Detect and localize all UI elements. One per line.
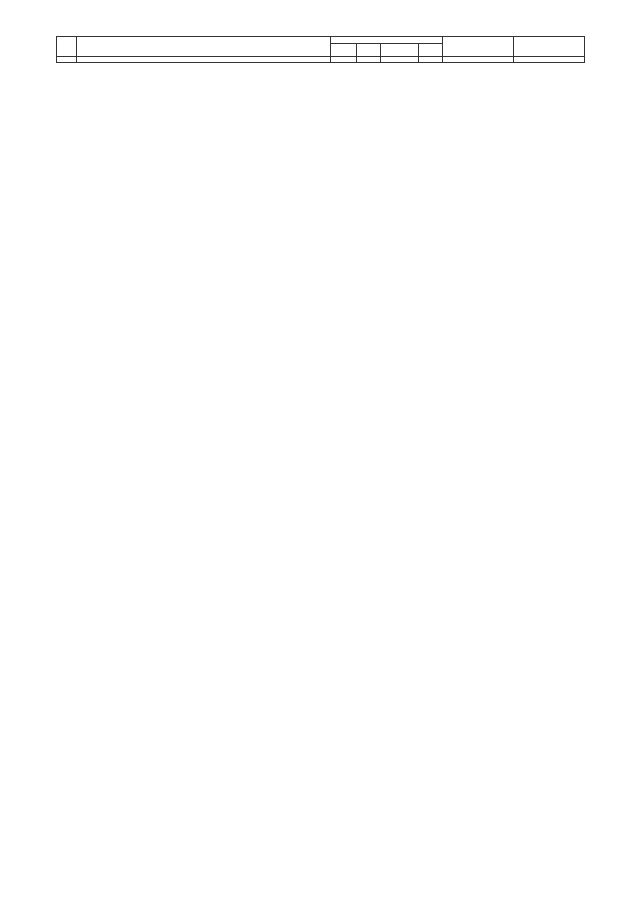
index-cell <box>331 57 357 63</box>
header-year-1 <box>443 37 514 57</box>
index-cell <box>419 57 443 63</box>
header-grbs <box>331 44 357 57</box>
index-cell <box>77 57 331 63</box>
index-cell <box>514 57 585 63</box>
index-cell <box>381 57 419 63</box>
header-codes-group <box>331 37 443 44</box>
index-cell <box>357 57 381 63</box>
header-expense-type <box>419 44 443 57</box>
header-year-2 <box>514 37 585 57</box>
budget-allocation-table <box>56 36 585 63</box>
table-header <box>57 37 585 63</box>
column-index-row <box>57 57 585 63</box>
header-target <box>381 44 419 57</box>
header-razdel <box>357 44 381 57</box>
header-name <box>77 37 331 57</box>
header-number <box>57 37 77 57</box>
index-cell <box>443 57 514 63</box>
index-cell <box>57 57 77 63</box>
